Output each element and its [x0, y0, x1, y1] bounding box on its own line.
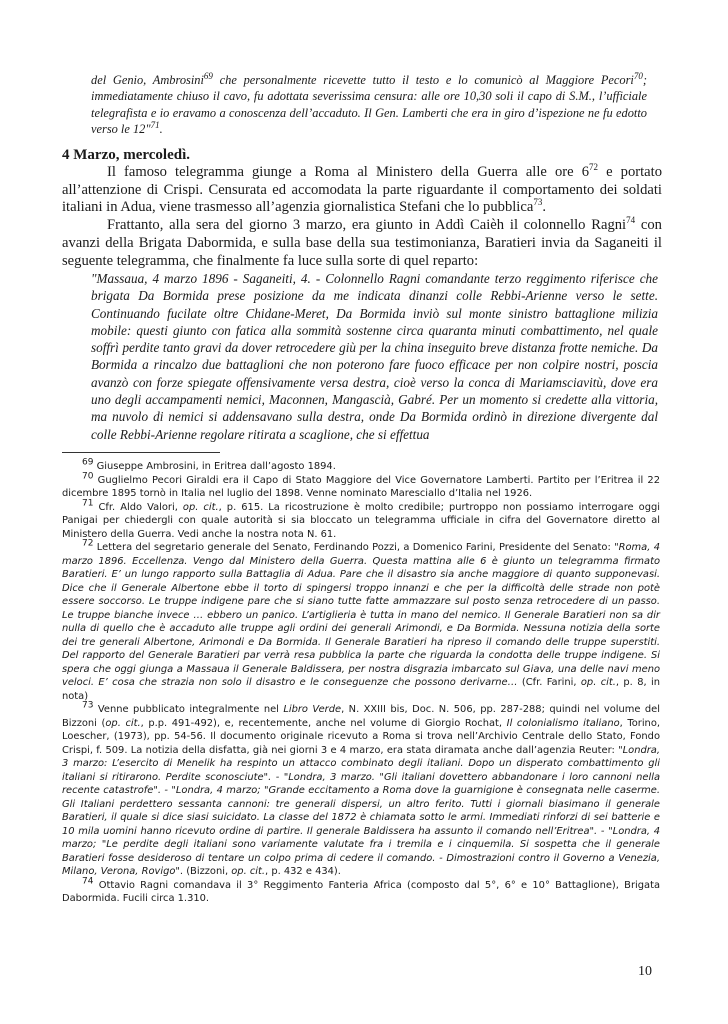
footnote-text: Libro Verde	[283, 704, 342, 715]
footnote-72	[62, 538, 660, 703]
footnote-text: Lettera del segretario generale del Senato, Ferdinando Pozzi, a Domenico Farini, Presidente del Senato:	[93, 542, 615, 553]
footnote-text: op. cit.	[182, 501, 219, 513]
footnote-separator	[62, 452, 220, 453]
footnote-number: 70	[82, 471, 94, 482]
footnote-ref[interactable]: 73	[533, 197, 543, 208]
footnote-text: , p. 8, in nota)	[62, 677, 660, 702]
footnote-text: , p. 615. La ricostruzione è molto credibile; purtroppo non possiamo interrogare oggi Panigai per chiedergli con quale autorità si sia bloccato un telegramma ufficiale in cifra del Governatore diretto al Ministero della Guerra. Vedi anche la nostra nota N. 61.	[62, 501, 660, 540]
body-paragraph	[62, 164, 662, 217]
footnote-74	[62, 876, 660, 906]
body-text: e portato all’attenzione di Crispi. Censurata ed accomodata la parte riguardante il comportamento dei soldati italiani in Adua, viene trasmesso all’agenzia giornalistica Stefani che lo pubblica	[62, 164, 662, 216]
footnote-ref[interactable]: 71	[150, 120, 160, 131]
footnote-70	[62, 471, 660, 501]
footnote-text: Venne pubblicato integralmente nel	[93, 704, 284, 715]
body-text: con avanzi della Brigata Dabormida, e sulla base della sua testimonianza, Baratieri invia da Saganeiti il seguente telegramma, che finalmente fa luce sulla sorte di quel reparto:	[62, 217, 662, 269]
footnote-ref[interactable]: 69	[203, 70, 213, 81]
footnote-69	[62, 457, 660, 474]
section-heading: 4 Marzo, mercoledì.	[62, 147, 191, 163]
block-quote-telegram-account	[91, 72, 647, 138]
footnote-text: op. cit.	[105, 717, 141, 729]
footnote-ref[interactable]: 70	[633, 70, 643, 81]
quote-text: ; immediatamente chiuso il cavo, fu adottata severissima censura: alle ore 10,30 soli il capo di S.M., l’ufficiale telegrafista e io eravamo a conoscenza dell’accaduto. Il Gen. Lamberti che era in giro d’ispezione ne fu edotto verso le 12"	[91, 73, 647, 137]
footnote-text: Ottavio Ragni comandava il 3° Reggimento Fanteria Africa (composto dal 5°, 6° e 10° Battaglione), Brigata Dabormida. Fucili circa 1.310.	[62, 879, 660, 904]
footnote-text: Il colonialismo italiano	[506, 717, 620, 729]
footnote-text: op. cit.	[580, 677, 616, 688]
footnote-quote: "Roma, 4 marzo 1896. Eccellenza. Vengo dal Ministero della Guerra. Questa mattina alle 6 è giunto un telegramma firmato Baratieri. E’ un lungo rapporto sulla Battaglia di Adua. Pare che il disastro sia anche maggiore di quanto supponevasi. Dice che il Generale Albertone ebbe il torto di spingersi troppo innanzi e che per la difficoltà delle strade non potè essere soccorso. Le truppe indigene pare che si siano tutte fatte ammazzare sul posto senza retrocedere di un passo. Le truppe bianche invece … ebbero un panico. L’artiglieria è tutta in mano del nemico. Il Generale Baratieri non sa dir nulla di quello che è accaduto alle truppe agli ordini dei generali Arimondi, e Da Bormida. Nessuna notizia della sorte dei tre generali Albertone, Arimondi e Da Bormida. Il Generale Baratieri ha ripreso il comando delle truppe superstiti. Del rapporto del Generale Baratieri par verrà resa pubblica la parte che riguarda la condotta delle truppe indigene. Si spera che oggi giunga a Massaua il Generale Baldissera, per nostra disgrazia imbarcato sul Giava, una delle navi meno veloci. E’ cosa che strazia non solo il disastro e le conseguenze che possono derivarne…	[62, 542, 660, 688]
footnote-number: 72	[82, 538, 94, 549]
body-text: Il famoso telegramma giunge a Roma al Ministero della Guerra alle ore 6	[107, 164, 589, 180]
quote-text: del Genio, Ambrosini	[91, 73, 204, 87]
section-4-marzo	[62, 146, 662, 270]
body-text: .	[542, 199, 546, 216]
footnote-text: (Cfr. Farini,	[517, 677, 581, 688]
quote-text: che personalmente ricevette tutto il testo e lo comunicò al Maggiore Pecori	[212, 73, 634, 87]
footnote-ref[interactable]: 74	[626, 215, 636, 226]
footnote-ref[interactable]: 72	[589, 162, 598, 173]
quote-text: .	[159, 122, 163, 137]
footnote-text: op. cit.	[231, 866, 266, 877]
footnote-number: 69	[82, 457, 94, 468]
footnote-text: Giuseppe Ambrosini, in Eritrea dall’agosto 1894.	[93, 461, 336, 472]
footnotes	[62, 457, 660, 906]
footnote-text: , Torino, Loescher, (1973), pp. 54-56. Il documento originale ricevuto a Roma si trova nell’Archivio Centrale dello Stato, Fondo Crispi, f. 509. La notizia della disfatta, già nei giorni 3 e 4 marzo, era stata diramata anche dall’agenzia Reuter:	[62, 717, 660, 756]
block-quote-telegram: "Massaua, 4 marzo 1896 - Saganeiti, 4. - Colonnello Ragni comandante terzo reggimento riferisce che brigata Da Bormida prese posizione da me indicata dinanzi colle Rebbi-Arienne verso le sette. Continuando fucilate oltre Chidane-Meret, Da Bormida inviò sul monte sinistro battaglione milizia mobile: questi giunto con fatica alla sommità sostenne circa quaranta minuti combattimento, nel quale soffrì perdite tanto gravi da dover retrocedere giù per la china inseguito breve distanza frotte nemiche. Da Bormida a rincalzo due battaglioni che non poterono fare fuoco efficace per non colpire nostri, poscia avanzò con forze spiegate offensivamente versa destra, cioè verso la conca di Mariamsciavitù, dove era uno degli accampamenti nemici, Maconnen, Mangascià, Gabré. Per un momento si credette alla vittoria, ma nuvolo di nemici si addensavano sulla destra, onde Da Bormida ordinò in direzione divergente dal colle Rebbi-Arienne regolare ritirata a scaglione, che si effettua	[91, 271, 658, 442]
footnote-number: 73	[82, 700, 94, 711]
footnote-71	[62, 498, 660, 542]
footnote-text: Guglielmo Pecori Giraldi era il Capo di Stato Maggiore del Vice Governatore Lamberti. Partito per l’Eritrea il 22 dicembre 1895 tornò in Italia nel luglio del 1898. Venne nominato Maresciallo d’Italia nel 1926.	[62, 474, 660, 499]
footnote-73	[62, 700, 660, 879]
footnote-text: Cfr. Aldo Valori,	[93, 501, 183, 513]
footnote-text: , N. XXIII bis, Doc. N. 506, pp. 287-288; quindi nel volume del Bizzoni (	[62, 704, 660, 729]
footnote-text: , p.p. 491-492), e, recentemente, anche nel volume di Giorgio Rochat,	[140, 717, 507, 729]
footnote-text: . (Bizzoni,	[179, 866, 232, 877]
footnote-quote: "Londra, 3 marzo: L’esercito di Menelik ha respinto un attacco combinato degli italiani. Dopo un disperato combattimento gli italiani si ritirarono. Perdite sconosciute". - "Londra, 3 marzo. "Gli italiani dovettero abbandonare i loro cannoni nella recente catastrofe". - "Londra, 4 marzo; "Grande eccitamento a Roma dove la guarnigione è consegnata nelle caserme. Gli Italiani perdettero sessanta cannoni: tre generali dispersi, un altro ferito. Tutti i giornali biasimano il generale Baratieri, il quale si dice siasi suicidato. La classe del 1872 è chiamata sotto le armi. Immediati rinforzi di sei batterie e 10 mila uomini hanno ricevuto ordine di partire. Il generale Baldissera ha assunto il comando nell’Eritrea". - "Londra, 4 marzo; "Le perdite degli italiani sono variamente valutate fra i tremila e i cinquemila. Si sospetta che il generale Baratieri fosse desideroso di tentare un colpo prima di cedere il comando. - Dimostrazioni contro il Governo a Venezia, Milano, Verona, Rovigo"	[62, 744, 660, 877]
footnote-number: 74	[82, 876, 94, 887]
page-number: 10	[638, 964, 652, 979]
body-text: Frattanto, alla sera del giorno 3 marzo, era giunto in Addì Caièh il colonnello Ragni	[107, 217, 627, 234]
body-paragraph	[62, 217, 662, 270]
footnote-number: 71	[82, 498, 94, 509]
footnote-text: , p. 432 e 434).	[265, 866, 341, 877]
